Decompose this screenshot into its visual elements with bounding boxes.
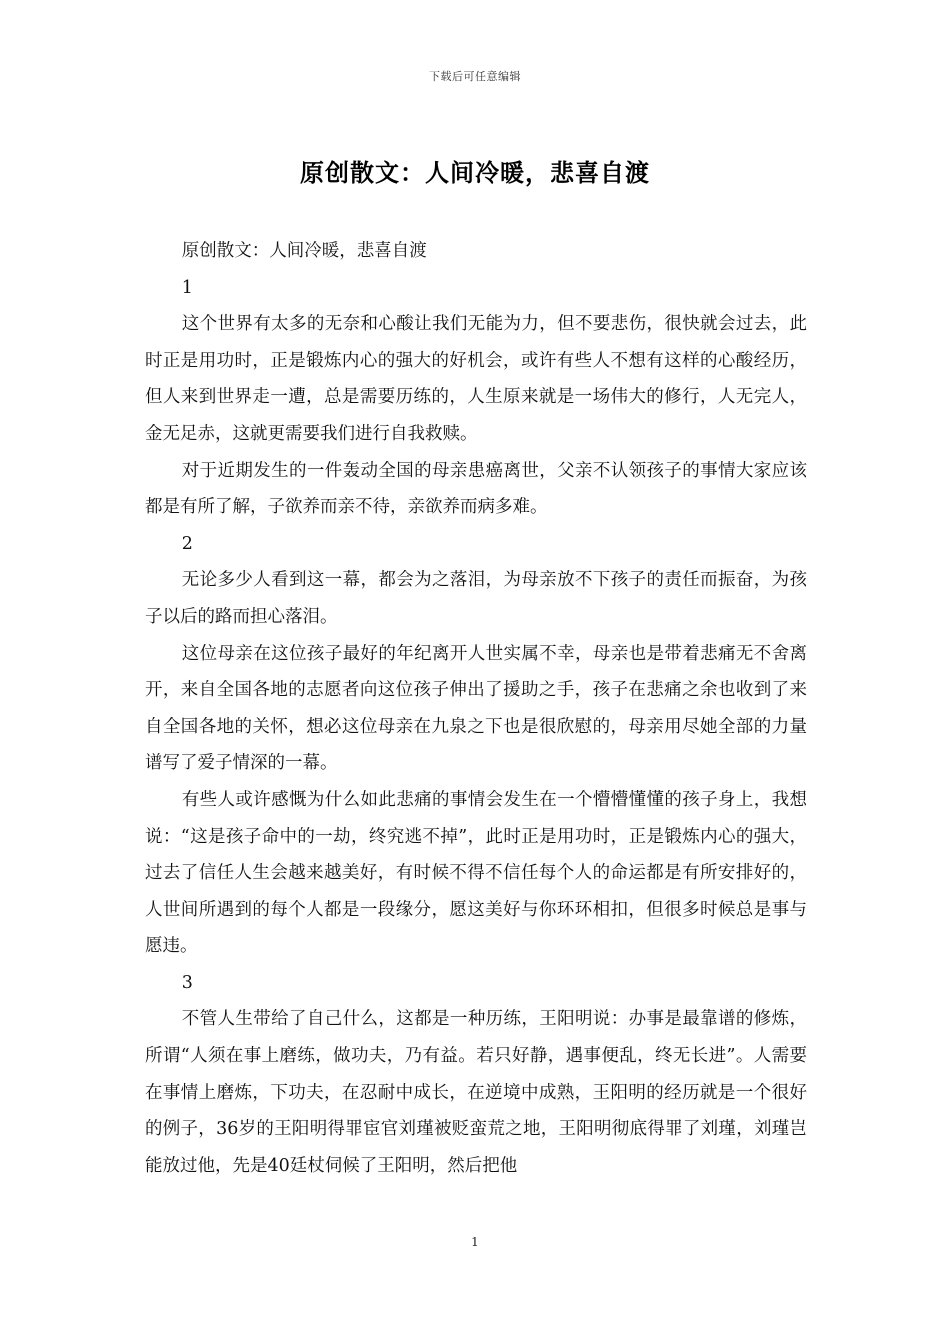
- paragraph: 有些人或许感慨为什么如此悲痛的事情会发生在一个懵懵懂懂的孩子身上，我想说：“这是孩子命中的一劫，终究逃不掉”，此时正是用功时，正是锻炼内心的强大，过去了信任人生会越来越美好，有时候不得不信任每个人的命运都是有所安排好的，人世间所遇到的每个人都是一段缘分，愿这美好与你环环相扣，但很多时候总是事与愿违。: [145, 789, 807, 957]
- paragraph: 这个世界有太多的无奈和心酸让我们无能为力，但不要悲伤，很快就会过去，此时正是用功时，正是锻炼内心的强大的好机会，或许有些人不想有这样的心酸经历，但人来到世界走一遭，总是需要历练的，人生原来就是一场伟大的修行，人无完人，金无足赤，这就更需要我们进行自我救赎。: [145, 314, 807, 444]
- header-note: 下载后可任意编辑: [429, 70, 521, 83]
- paragraph: 无论多少人看到这一幕，都会为之落泪，为母亲放不下孩子的责任而振奋，为孩子以后的路而担心落泪。: [145, 570, 807, 627]
- paragraph: 对于近期发生的一件轰动全国的母亲患癌离世，父亲不认领孩子的事情大家应该都是有所了解，子欲养而亲不待，亲欲养而病多难。: [145, 460, 807, 518]
- document-title: 原创散文：人间冷暖，悲喜自渡: [300, 158, 650, 187]
- page-number: 1: [471, 1235, 479, 1249]
- section-number-2: 2: [181, 533, 193, 554]
- section-number-1: 1: [181, 277, 193, 298]
- paragraph: 不管人生带给了自己什么，这都是一种历练，王阳明说：办事是最靠谱的修炼，所谓“人须在事上磨练，做功夫，乃有益。若只好静，遇事便乱，终无长进”。人需要在事情上磨炼，下功夫，在忍耐中成长，在逆境中成熟，王阳明的经历就是一个很好的例子，36岁的王阳明得罪宦官刘瑾被贬蛮荒之地，王阳明彻底得罪了刘瑾，刘瑾岂能放过他，先是40廷杖伺候了王阳明，然后把他: [145, 1009, 807, 1176]
- paragraph: 这位母亲在这位孩子最好的年纪离开人世实属不幸，母亲也是带着悲痛无不舍离开，来自全国各地的志愿者向这位孩子伸出了援助之手，孩子在悲痛之余也收到了来自全国各地的关怀，想必这位母亲在九泉之下也是很欣慰的，母亲用尽她全部的力量谱写了爱子情深的一幕。: [145, 643, 807, 774]
- intro-line: 原创散文：人间冷暖，悲喜自渡: [181, 241, 427, 261]
- section-number-3: 3: [181, 972, 193, 993]
- document-body: [145, 233, 807, 1184]
